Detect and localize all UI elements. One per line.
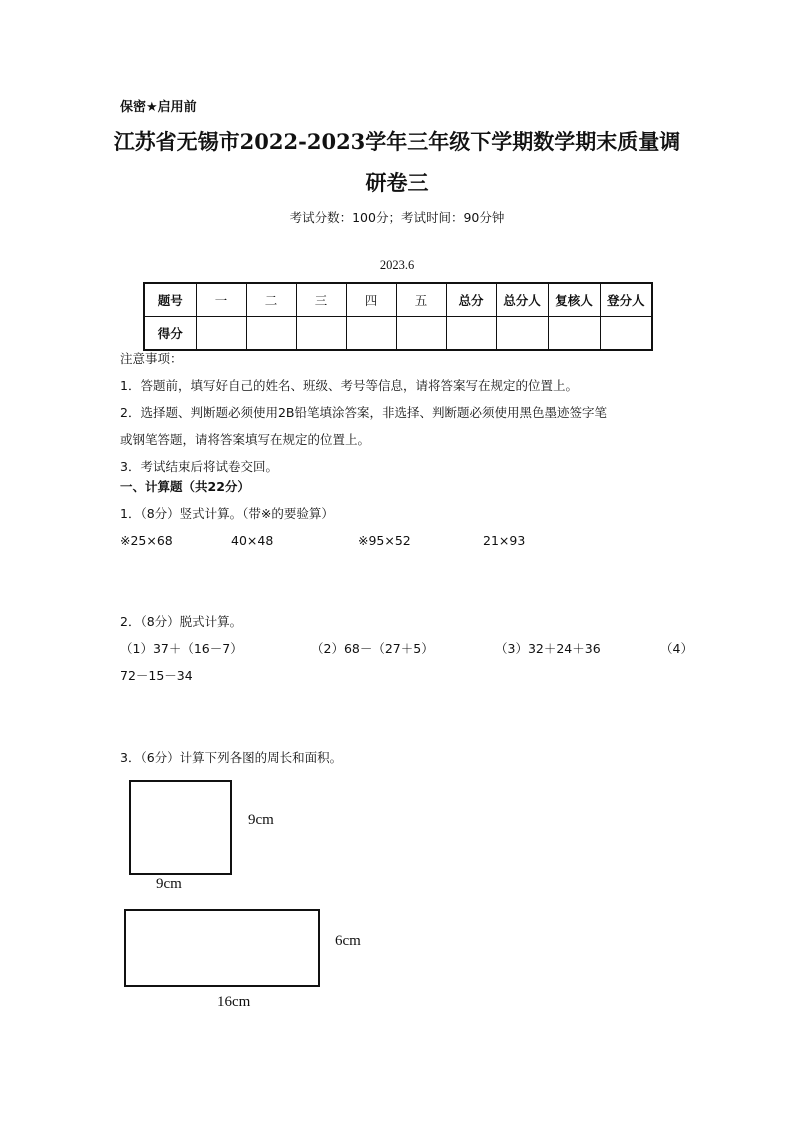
q2-item-3: （3）32＋24＋36 <box>495 641 601 656</box>
header-cell-reviewer: 复核人 <box>548 283 600 317</box>
q1-item-4: 21×93 <box>483 533 526 548</box>
section-1-heading: 一、计算题（共22分） <box>120 479 250 494</box>
question-3-label: 3．（6分）计算下列各图的周长和面积。 <box>120 750 343 765</box>
rectangle-side-label: 6cm <box>335 933 361 949</box>
rectangle-bottom-label: 16cm <box>217 994 251 1010</box>
q1-item-1: ※25×68 <box>120 533 173 548</box>
header-cell-total: 总分 <box>446 283 496 317</box>
score-table <box>143 282 653 351</box>
exam-date: 2023.6 <box>379 258 415 272</box>
score-input-cell[interactable] <box>346 317 396 351</box>
square-figure <box>129 780 232 875</box>
score-input-cell[interactable] <box>296 317 346 351</box>
square-bottom-label: 9cm <box>156 876 182 892</box>
header-cell-1: 一 <box>196 283 246 317</box>
confidential-label: 保密★启用前 <box>120 100 197 115</box>
score-row-label: 得分 <box>144 317 196 351</box>
header-cell-4: 四 <box>346 283 396 317</box>
q1-item-3: ※95×52 <box>358 533 411 548</box>
score-input-cell[interactable] <box>600 317 652 351</box>
question-1-label: 1．（8分）竖式计算。（带※的要验算） <box>120 506 334 521</box>
header-cell-5: 五 <box>396 283 446 317</box>
score-input-cell[interactable] <box>496 317 548 351</box>
header-cell-recorder: 登分人 <box>600 283 652 317</box>
exam-info: 考试分数：100分；考试时间：90分钟 <box>289 210 505 225</box>
question-2-label: 2．（8分）脱式计算。 <box>120 614 243 629</box>
header-cell-3: 三 <box>296 283 346 317</box>
header-cell-2: 二 <box>246 283 296 317</box>
rectangle-figure <box>124 909 320 987</box>
score-input-cell[interactable] <box>396 317 446 351</box>
q1-item-2: 40×48 <box>231 533 274 548</box>
q2-item-4-expression: 72－15－34 <box>120 668 193 683</box>
q2-item-1: （1）37＋（16－7） <box>120 641 243 656</box>
note-item-1: 1．答题前，填写好自己的姓名、班级、考号等信息，请将答案写在规定的位置上。 <box>120 378 578 393</box>
note-item-2-line2: 或钢笔答题，请将答案填写在规定的位置上。 <box>120 432 371 447</box>
q2-item-4: （4） <box>660 641 693 656</box>
note-item-3: 3．考试结束后将试卷交回。 <box>120 459 278 474</box>
q2-item-2: （2）68－（27＋5） <box>311 641 434 656</box>
header-cell-question: 题号 <box>144 283 196 317</box>
score-input-cell[interactable] <box>548 317 600 351</box>
exam-title-line1: 江苏省无锡市2022-2023学年三年级下学期数学期末质量调 <box>113 129 681 154</box>
score-input-cell[interactable] <box>446 317 496 351</box>
score-table-score-row <box>144 317 652 351</box>
note-item-2-line1: 2．选择题、判断题必须使用2B铅笔填涂答案，非选择、判断题必须使用黑色墨迹签字笔 <box>120 405 607 420</box>
score-input-cell[interactable] <box>246 317 296 351</box>
header-cell-scorer: 总分人 <box>496 283 548 317</box>
exam-title-line2: 研卷三 <box>365 170 429 195</box>
score-table-header-row <box>144 283 652 317</box>
score-input-cell[interactable] <box>196 317 246 351</box>
square-side-label: 9cm <box>248 812 274 828</box>
notes-heading: 注意事项： <box>120 351 183 366</box>
